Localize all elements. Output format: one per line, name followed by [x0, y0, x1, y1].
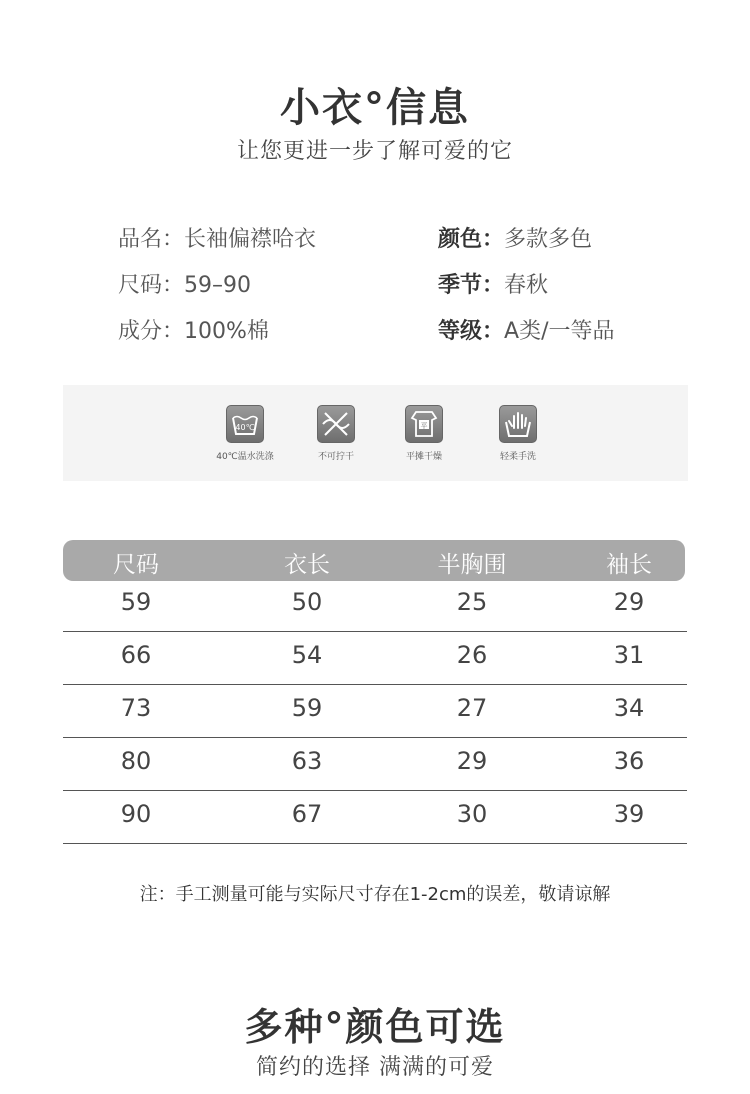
- info-name: [118, 222, 316, 253]
- care-item-hand: [478, 405, 558, 462]
- cell-sleeve: 34: [613, 694, 645, 722]
- info-material-key: 成分：: [118, 319, 185, 344]
- info-grade: [438, 314, 614, 345]
- cell-length: 63: [291, 747, 323, 775]
- cell-sleeve: 29: [613, 588, 645, 616]
- cell-chest: 27: [456, 694, 488, 722]
- info-name-value: 长袖偏襟哈衣: [184, 227, 317, 252]
- cell-size: 73: [120, 694, 152, 722]
- info-season-value: 春秋: [504, 273, 549, 298]
- header-length: 衣长: [284, 552, 330, 578]
- info-grade-value: A类/一等品: [504, 319, 615, 344]
- cell-length: 59: [291, 694, 323, 722]
- info-season-key: 季节：: [438, 273, 505, 298]
- info-season: [438, 268, 548, 299]
- care-label-hand: 轻柔手洗: [499, 452, 536, 462]
- table-row: [63, 684, 687, 738]
- cell-chest: 26: [456, 641, 488, 669]
- wash-40-icon: [226, 405, 264, 443]
- cell-size: 66: [120, 641, 152, 669]
- cell-length: 54: [291, 641, 323, 669]
- care-item-wash: [205, 405, 285, 462]
- cell-sleeve: 36: [613, 747, 645, 775]
- cell-size: 90: [120, 800, 152, 828]
- info-material-value: 100%棉: [184, 319, 269, 344]
- info-name-key: 品名：: [118, 227, 185, 252]
- cell-size: 80: [120, 747, 152, 775]
- table-row: [63, 790, 687, 844]
- info-color-key: 颜色：: [438, 227, 505, 252]
- hand-wash-icon: [499, 405, 537, 443]
- info-material: [118, 314, 269, 345]
- care-label-wring: 不可拧干: [317, 452, 354, 462]
- info-size: [118, 268, 251, 299]
- section-subtitle-colors: 简约的选择 满满的可爱: [256, 1055, 494, 1080]
- cell-chest: 30: [456, 800, 488, 828]
- care-item-flat: [384, 405, 464, 462]
- cell-length: 50: [291, 588, 323, 616]
- info-color: [438, 222, 592, 253]
- info-color-value: 多款多色: [504, 227, 593, 252]
- info-size-key: 尺码：: [118, 273, 185, 298]
- no-wring-icon: [317, 405, 355, 443]
- cell-chest: 29: [456, 747, 488, 775]
- table-row: [63, 737, 687, 791]
- section-subtitle-info: 让您更进一步了解可爱的它: [236, 139, 513, 164]
- care-panel: [63, 385, 688, 481]
- section-title-colors: 多种°颜色可选: [244, 1005, 506, 1049]
- measurement-note: 注：手工测量可能与实际尺寸存在1-2cm的误差，敬请谅解: [139, 884, 611, 905]
- section-title-info: 小衣°信息: [280, 85, 470, 131]
- cell-chest: 25: [456, 588, 488, 616]
- svg-text:平: 平: [420, 422, 428, 430]
- flat-dry-icon: [405, 405, 443, 443]
- svg-text:40℃: 40℃: [235, 423, 255, 432]
- care-item-wring: [296, 405, 376, 462]
- cell-sleeve: 39: [613, 800, 645, 828]
- care-label-wash: 40℃温水洗涤: [216, 452, 274, 462]
- info-size-value: 59–90: [184, 273, 252, 298]
- header-size: 尺码: [113, 552, 159, 578]
- header-sleeve: 袖长: [606, 552, 652, 578]
- table-row: [63, 631, 687, 685]
- cell-sleeve: 31: [613, 641, 645, 669]
- care-label-flat: 平摊干燥: [405, 452, 442, 462]
- table-row: [63, 578, 687, 632]
- size-table-header: [63, 540, 685, 581]
- cell-length: 67: [291, 800, 323, 828]
- cell-size: 59: [120, 588, 152, 616]
- header-chest: 半胸围: [437, 552, 507, 578]
- info-grade-key: 等级：: [438, 319, 505, 344]
